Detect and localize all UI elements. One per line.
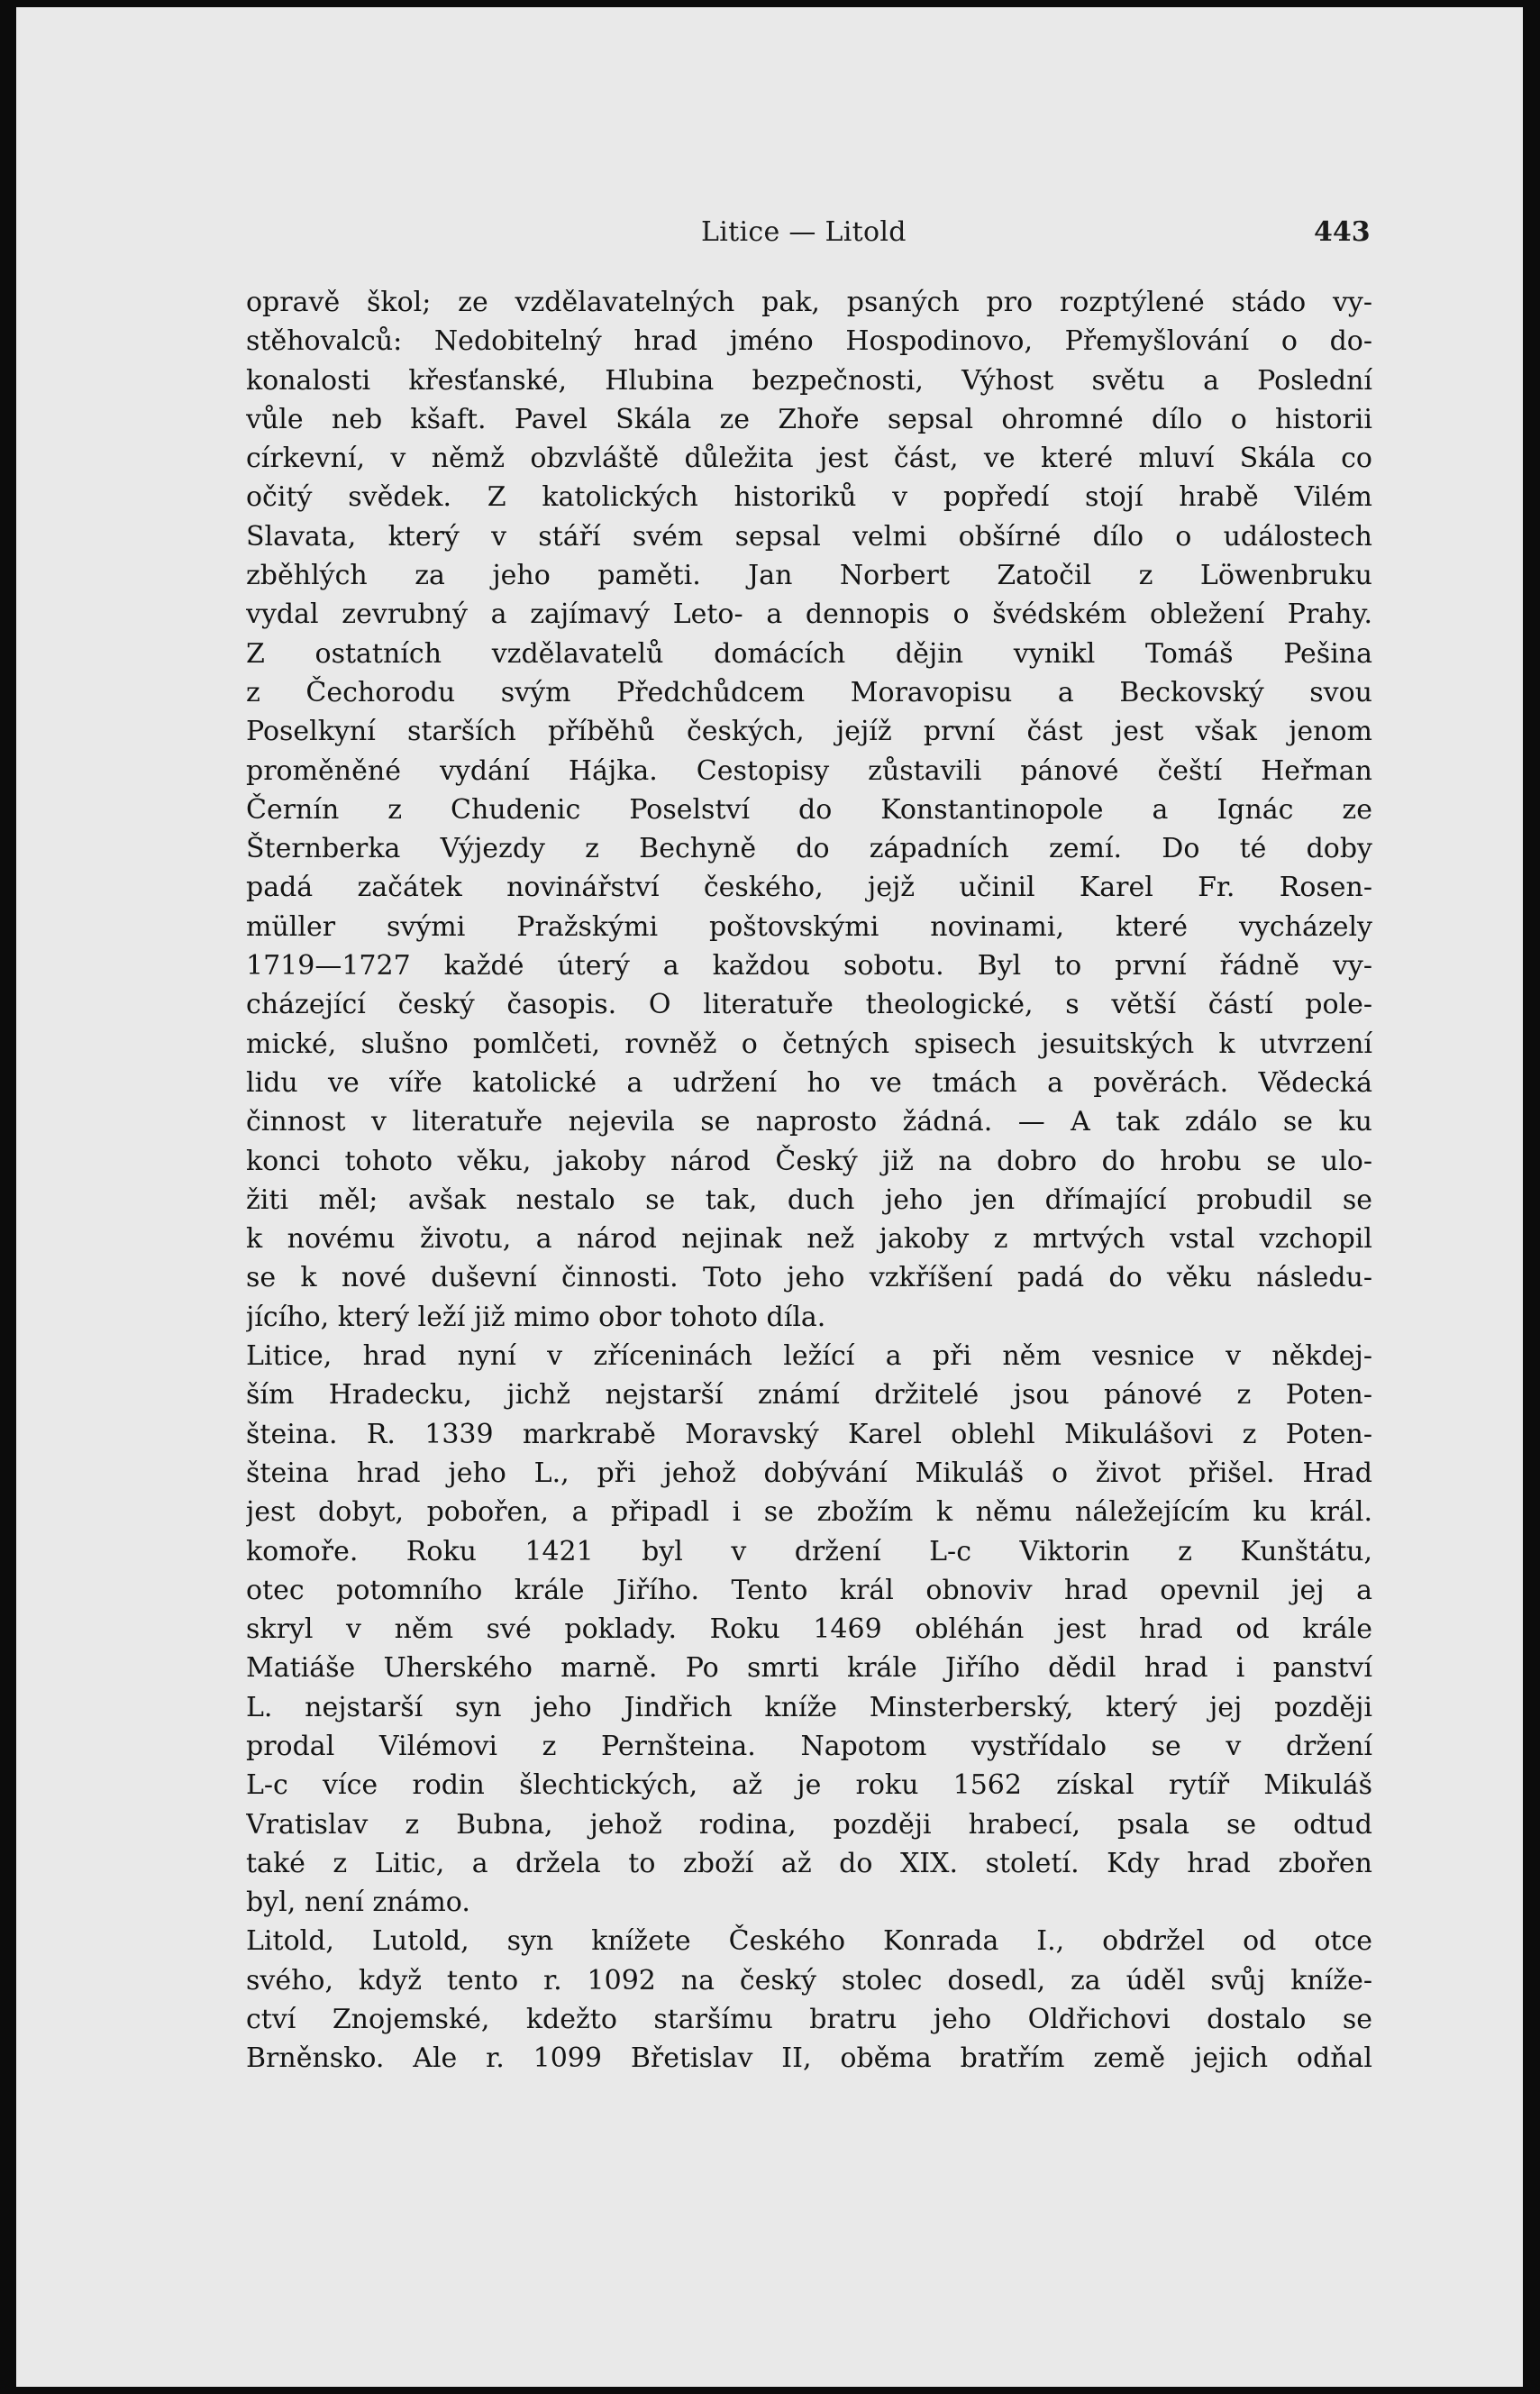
paragraph-end-line: jícího, který leží již mimo obor tohoto díla. <box>246 1301 826 1333</box>
text-line: mické, slušno pomlčeti, rovněž o četných spisech jesuitských k utvrzení <box>246 1028 1372 1060</box>
text-line: konalosti křesťanské, Hlubina bezpečnosti, Výhost světu a Poslední <box>246 364 1372 397</box>
text-line: žiti měl; avšak nestalo se tak, duch jeho jen dřímající probudil se <box>246 1183 1372 1216</box>
page-header <box>16 216 1523 252</box>
text-line: činnost v literatuře nejevila se naprosto žádná. — A tak zdálo se ku <box>246 1106 1372 1138</box>
text-line: zběhlých za jeho paměti. Jan Norbert Zatočil z Löwenbruku <box>246 560 1372 592</box>
text-line: komoře. Roku 1421 byl v držení L-c Viktorin z Kunštátu, <box>246 1535 1372 1567</box>
text-line: müller svými Pražskými poštovskými novinami, které vycházely <box>246 910 1372 943</box>
text-line: cházející český časopis. O literatuře theologické, s větší částí pole- <box>246 989 1372 1021</box>
text-line: Z ostatních vzdělavatelů domácích dějin vynikl Tomáš Pešina <box>246 637 1372 670</box>
page-number: 443 <box>1314 216 1371 248</box>
text-line: vůle neb kšaft. Pavel Skála ze Zhoře sepsal ohromné dílo o historii <box>246 403 1372 435</box>
text-line: L-c více rodin šlechtických, až je roku 1562 získal rytíř Mikuláš <box>246 1769 1372 1802</box>
text-line: Černín z Chudenic Poselství do Konstantinopole a Ignác ze <box>246 793 1372 826</box>
text-line: lidu ve víře katolické a udržení ho ve tmách a pověrách. Vědecká <box>246 1066 1372 1099</box>
text-line: Brněnsko. Ale r. 1099 Břetislav II, oběma bratřím země jejich odňal <box>246 2042 1372 2075</box>
text-line: konci tohoto věku, jakoby národ Český již na dobro do hrobu se ulo- <box>246 1145 1372 1177</box>
text-line: šteina. R. 1339 markrabě Moravský Karel oblehl Mikulášovi z Poten- <box>246 1418 1372 1450</box>
text-line: z Čechorodu svým Předchůdcem Moravopisu a Beckovský svou <box>246 676 1372 708</box>
text-line: Slavata, který v stáří svém sepsal velmi obšírné dílo o událostech <box>246 520 1372 553</box>
text-line: se k nové duševní činnosti. Toto jeho vzkříšení padá do věku následu- <box>246 1262 1372 1294</box>
text-line: očitý svědek. Z katolických historiků v popředí stojí hrabě Vilém <box>246 481 1372 514</box>
text-line: skryl v něm své poklady. Roku 1469 obléhán jest hrad od krále <box>246 1613 1372 1646</box>
text-line: ším Hradecku, jichž nejstarší známí držitelé jsou pánové z Poten- <box>246 1379 1372 1412</box>
text-line: k novému životu, a národ nejinak než jakoby z mrtvých vstal vzchopil <box>246 1223 1372 1256</box>
text-line: Poselkyní starších příběhů českých, jejíž první část jest však jenom <box>246 716 1372 748</box>
text-line: Šternberka Výjezdy z Bechyně do západních zemí. Do té doby <box>246 833 1372 865</box>
paragraph-end-line: byl, není známo. <box>246 1887 470 1919</box>
running-head: Litice — Litold <box>701 216 907 248</box>
text-line: 1719—1727 každé úterý a každou sobotu. Byl to první řádně vy- <box>246 950 1372 982</box>
text-line: svého, když tento r. 1092 na český stolec dosedl, za úděl svůj kníže- <box>246 1964 1372 1997</box>
body-text <box>246 283 1372 2079</box>
text-line: církevní, v němž obzvláště důležita jest část, ve které mluví Skála co <box>246 443 1372 475</box>
text-line: šteina hrad jeho L., při jehož dobývání Mikuláš o život přišel. Hrad <box>246 1457 1372 1489</box>
text-line: vydal zevrubný a zajímavý Leto- a dennopis o švédském obležení Prahy. <box>246 598 1372 631</box>
text-line: opravě škol; ze vzdělavatelných pak, psaných pro rozptýlené stádo vy- <box>246 287 1372 318</box>
text-line: ctví Znojemské, kdežto staršímu bratru jeho Oldřichovi dostalo se <box>246 2004 1372 2036</box>
text-line: padá začátek novinářství českého, jejž učinil Karel Fr. Rosen- <box>246 872 1372 904</box>
text-line: otec potomního krále Jiřího. Tento král obnoviv hrad opevnil jej a <box>246 1574 1372 1606</box>
book-page <box>16 7 1523 2387</box>
text-line: L. nejstarší syn jeho Jindřich kníže Minsterberský, který jej později <box>246 1691 1372 1723</box>
entry-start-litice: Litice, hrad nyní v zříceninách ležící a při něm vesnice v někdej- <box>246 1340 1372 1373</box>
text-line: Matiáše Uherského marně. Po smrti krále Jiřího dědil hrad i panství <box>246 1652 1372 1685</box>
entry-start-litold: Litold, Lutold, syn knížete Českého Konrada I., obdržel od otce <box>246 1925 1372 1958</box>
text-line: proměněné vydání Hájka. Cestopisy zůstavili pánové čeští Heřman <box>246 754 1372 787</box>
text-line: Vratislav z Bubna, jehož rodina, později hrabecí, psala se odtud <box>246 1808 1372 1841</box>
text-line: prodal Vilémovi z Pernšteina. Napotom vystřídalo se v držení <box>246 1730 1372 1762</box>
text-line: jest dobyt, pobořen, a připadl i se zbožím k němu náležejícím ku král. <box>246 1496 1372 1529</box>
text-line: stěhovalců: Nedobitelný hrad jméno Hospodinovo, Přemyšlování o do- <box>246 325 1372 358</box>
text-line: také z Litic, a držela to zboží až do XIX. století. Kdy hrad zbořen <box>246 1847 1372 1879</box>
